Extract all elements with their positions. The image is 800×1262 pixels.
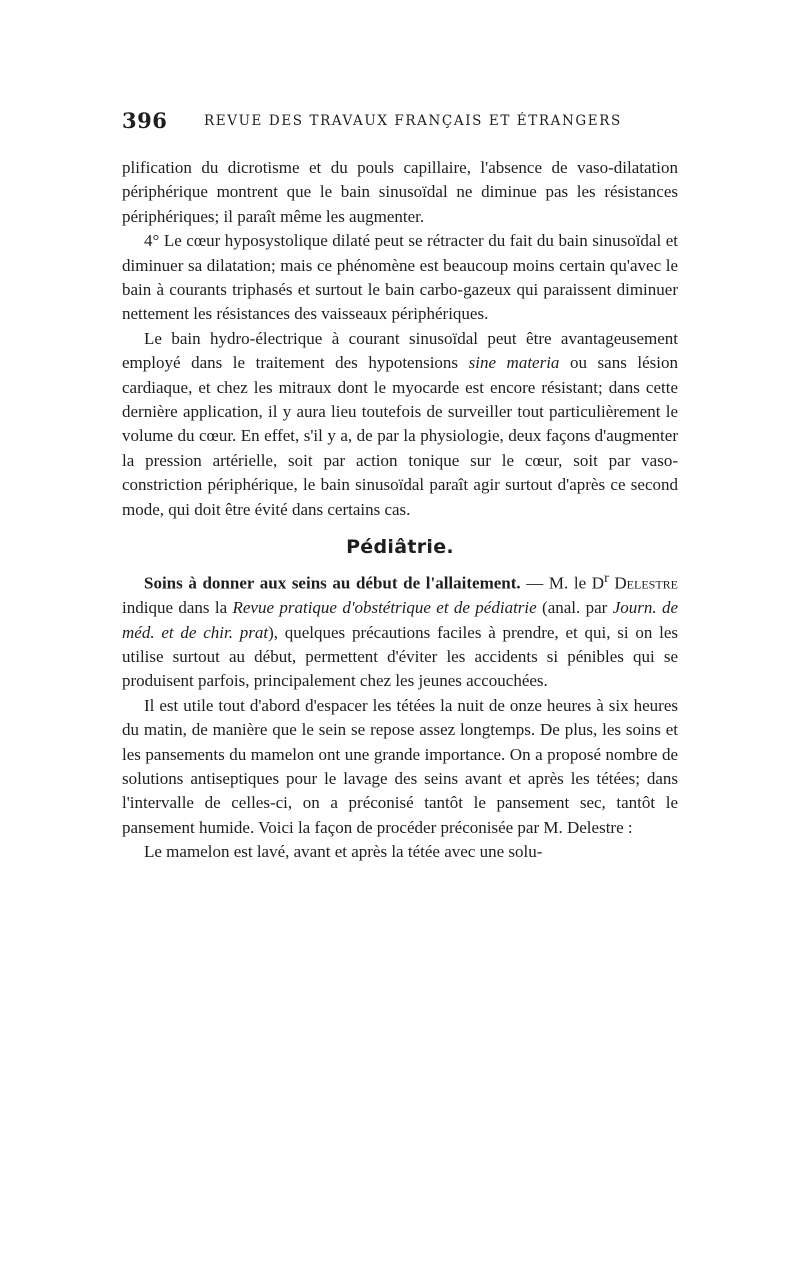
text-run: ou sans lésion cardiaque, et chez les mitraux dont le myocarde est encore résistant; dans cette dernière application, il y aura lieu toutefois de surveiller tout particulièrement le volume du cœur. En effet, s'il y a, de par la physiologie, deux façons d'augmenter la pression artérielle, soit par action tonique sur le cœur, soit par vaso-constriction périphérique, le bain sinusoïdal paraît agir surtout d'après ce second mode, qui doit être évité dans certains cas. (122, 353, 678, 519)
paragraph-point-4: 4° Le cœur hyposystolique dilaté peut se rétracter du fait du bain sinusoïdal et diminuer sa dilatation; mais ce phénomène est beaucoup moins certain qu'avec le bain à courants triphasés et surtout le bain carbo-gazeux qui paraissent diminuer nettement les résistances des vaisseaux périphériques. (122, 231, 678, 324)
source-reference: Journ. de méd. et de chir. prat (122, 598, 678, 642)
paragraph-continued: plification du dicrotisme et du pouls capillaire, l'absence de vaso-dilatation périphérique montrent que le bain sinusoïdal ne diminue pas les résistances périphériques; il paraît même les augmenter. (122, 158, 678, 226)
journal-title: REVUE DES TRAVAUX FRANÇAIS ET ÉTRANGERS (204, 113, 622, 129)
text-run: — M. le D (520, 573, 605, 593)
paragraph-final: Le mamelon est lavé, avant et après la tétée avec une solu- (144, 842, 543, 862)
journal-reference: Revue pratique d'obstétrique et de pédiatrie (232, 598, 537, 618)
text-run: Le bain hydro-électrique à courant sinusoïdal peut être avantageusement employé dans le traitement des hypotensions (122, 328, 678, 373)
running-header (122, 108, 678, 136)
author-name: Delestre (608, 573, 679, 593)
book-page (122, 108, 678, 865)
text-run: indique dans la (122, 598, 233, 618)
paragraph-procedure: Il est utile tout d'abord d'espacer les tétées la nuit de onze heures à six heures du matin, de manière que le sein se repose assez longtemps. De plus, les soins et les pansements du mamelon ont une grande importance. On a proposé nombre de solutions antiseptiques pour le lavage des seins avant et après les tétées; dans l'intervalle de celles-ci, on a préconisé tantôt le pansement sec, tantôt le pansement humide. Voici la façon de procéder préconisée par M. Delestre : (122, 695, 678, 837)
italic-term: sine materia (468, 353, 560, 373)
section-heading: Pédiâtrie. (346, 536, 454, 559)
superscript: r (604, 570, 609, 587)
text-run: (anal. par (536, 598, 613, 618)
text-run: ), quelques précautions faciles à prendre, et qui, si on les utilise surtout au début, permettent d'éviter les accidents si pénibles qui se produisent parfois, principalement chez les jeunes accouchées. (122, 622, 678, 691)
page-number: 396 (122, 108, 168, 133)
paragraph-sinusoidal-bath (122, 327, 678, 522)
article-title: Soins à donner aux seins au début de l'allaitement. (144, 573, 521, 593)
paragraph-article-intro (122, 566, 678, 694)
